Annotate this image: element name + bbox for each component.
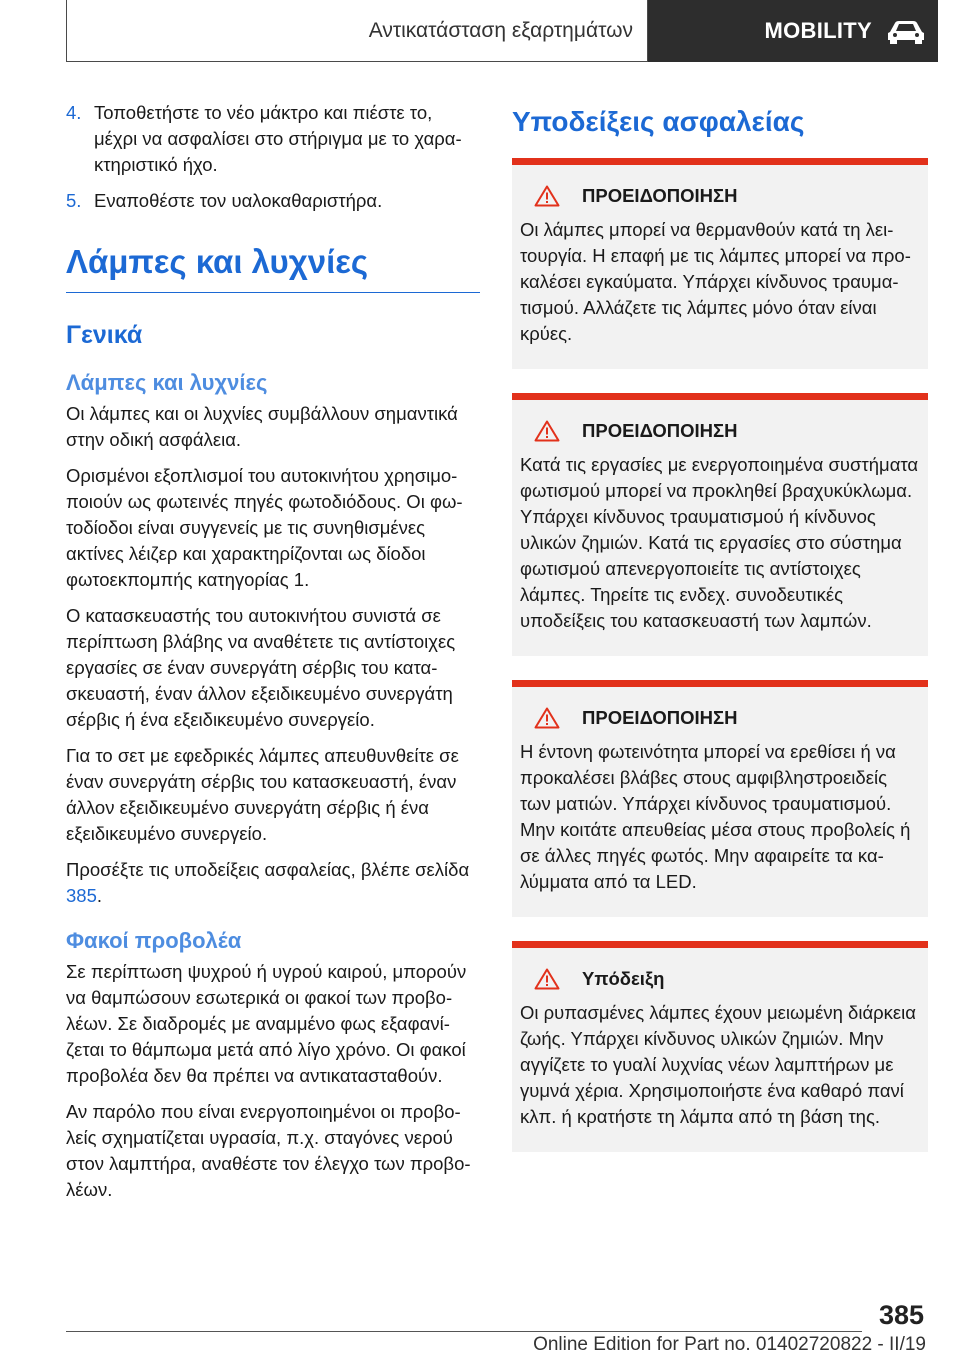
warning-header [520,420,920,442]
step-item [66,100,480,178]
left-column [66,100,480,1213]
warning-box [512,680,928,917]
step-text: Τοποθετήστε το νέο μάκτρο και πιέστε το, μέχρι να ασφαλίσει στο στήριγμα με το χαρακτηριστικό ήχο. [94,102,462,175]
paragraph: Ο κατασκευαστής του αυτοκινήτου συνιστά σε περίπτωση βλάβης να αναθέτετε τις αντίστοιχες εργασίες σε έναν συνεργάτη σέρβις του κατασκευαστή, έναν άλλον εξειδικευμένο συνεργάτη σέρβις ή ένα εξειδικευμένο συνεργείο. [66,605,456,730]
warning-body: Κατά τις εργασίες με ενεργοποιημένα συστήματα φωτισμού μπορεί να προκληθεί βραχυκύκλωμα. Υπάρχει κίνδυνος τραυματισμού ή κίνδυνος υλικών ζημιών. Κατά τις εργασίες στο σύστημα φωτισμού απενεργοποιείτε τις αντίστοιχες λάμπες. Τηρείτε τις ενδεχ. συνοδευτικές υποδείξεις του κατασκευαστή των λαμπών. [520,454,919,631]
notice-title: Υπόδειξη [582,968,665,989]
notice-box [512,941,928,1152]
paragraph-end: . [96,885,103,906]
paragraph-with-link [66,857,480,909]
warning-body: Οι λάμπες μπορεί να θερμανθούν κατά τη λειτουργία. Η επαφή με τις λάμπες μπορεί να προκαλέσει εγκαύματα. Υπάρχει κίνδυνος τραυματισμού. Αλλάζετε τις λάμπες μόνο όταν είναι κρύες. [520,219,911,344]
step-number: 4. [66,102,82,123]
notice-header [520,968,920,990]
brand-tab [648,0,938,62]
footer-divider [66,1331,862,1332]
warning-title: ΠΡΟΕΙΔΟΠΟΙΗΣΗ [582,707,738,728]
page-number: 385 [878,1300,924,1330]
footer-edition: Online Edition for Part no. 01402720822 - II/19 [533,1334,926,1355]
subsection-heading: Λάμπες και λυχνίες [66,370,268,395]
step-item [66,188,480,214]
right-column [512,100,928,1176]
section-heading: Γενικά [66,321,143,349]
warning-title: ΠΡΟΕΙΔΟΠΟΙΗΣΗ [582,185,738,206]
paragraph: Σε περίπτωση ψυχρού ή υγρού καιρού, μπορούν να θαμπώσουν εσωτερικά οι φακοί των προβολέων. Σε διαδρομές με αναμμένο φως εξαφανίζεται το θάμπωμα μετά από λίγο χρόνο. Οι φακοί προβολέα δεν θα πρέπει να αντικατασταθούν. [66,961,467,1086]
step-number: 5. [66,190,82,211]
notice-body: Οι ρυπασμένες λάμπες έχουν μειωμένη διάρκεια ζωής. Υπάρχει κίνδυνος υλικών ζημιών. Μην αγγίζετε το γυαλί λυχνίας νέων λαμπτήρων με γυμνά χέρια. Χρησιμοποιήστε ένα καθαρό πανί κλπ. ή κρατήστε τη λάμπα από τη βάση της. [520,1002,916,1127]
page-header [0,0,960,64]
paragraph: Οι λάμπες και οι λυχνίες συμβάλλουν σημαντικά στην οδική ασφάλεια. [66,403,458,450]
subsection-heading: Φακοί προβολέα [66,928,242,953]
paragraph: Ορισμένοι εξοπλισμοί του αυτοκινήτου χρησιμοποιούν ως φωτεινές πηγές φωτοδιόδους. Οι φωτοδίοδοι είναι συγγενείς με τις συνηθισμένες ακτίνες λέιζερ και χαρακτηρίζονται ως δίοδοι φωτοεκπομπής κατηγορίας 1. [66,465,463,590]
warning-triangle-icon [534,185,560,207]
warning-title: ΠΡΟΕΙΔΟΠΟΙΗΣΗ [582,420,738,441]
safety-title: Υποδείξεις ασφαλείας [512,106,805,137]
paragraph: Για το σετ με εφεδρικές λάμπες απευθυνθείτε σε έναν συνεργάτη σέρβις του κατασκευαστή, έναν άλλον εξειδικευμένο συνεργάτη σέρβις ή ένα εξειδικευμένο συνεργείο. [66,745,459,844]
brand-text: MOBILITY [764,18,872,43]
step-text: Εναποθέστε τον υαλοκαθαριστήρα. [94,190,383,211]
warning-box [512,393,928,656]
warning-triangle-icon [534,420,560,442]
paragraph-text: Προσέξτε τις υποδείξεις ασφαλείας, βλέπε σελίδα [66,859,470,880]
section-title [66,0,648,62]
section-title-text: Αντικατάσταση εξαρτημάτων [368,18,633,42]
warning-header [520,185,920,207]
paragraph: Αν παρόλο που είναι ενεργοποιημένοι οι προβολείς σχηματίζεται υγρασία, π.χ. σταγόνες νερού στον λαμπτήρα, αναθέστε τον έλεγχο των προβολέων. [66,1101,471,1200]
warning-triangle-icon [534,707,560,729]
page-link[interactable]: 385 [66,885,97,906]
warning-box [512,158,928,369]
warning-triangle-icon [534,968,560,990]
chapter-title: Λάμπες και λυχνίες [66,242,480,293]
warning-header [520,707,920,729]
car-icon [886,18,926,44]
warning-body: Η έντονη φωτεινότητα μπορεί να ερεθίσει ή να προκαλέσει βλάβες στους αμφιβληστροειδείς των ματιών. Υπάρχει κίνδυνος τραυματισμού. Μην κοιτάτε απευθείας μέσα στους προβολείς ή σε άλλες πηγές φωτός. Μην αφαιρείτε τα καλύμματα από τα LED. [520,741,911,892]
